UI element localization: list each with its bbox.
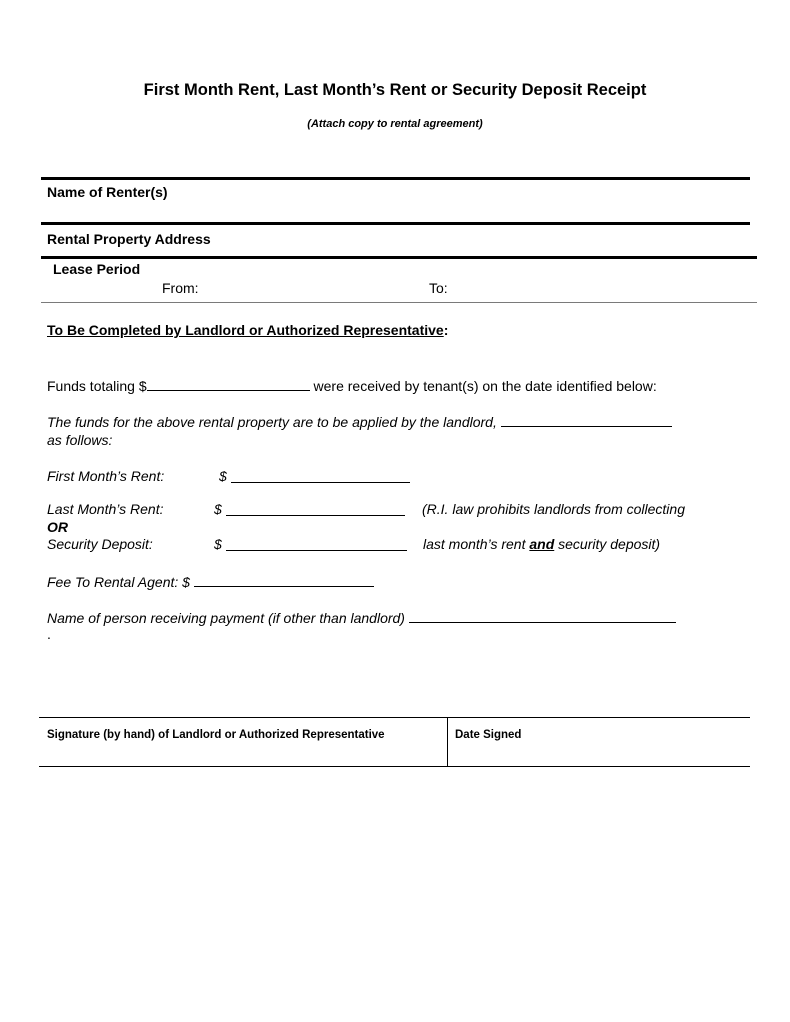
signature-divider	[447, 717, 448, 767]
security-deposit-blank[interactable]	[226, 536, 407, 551]
receiver-label: Name of person receiving payment (if other than landlord)	[47, 610, 405, 626]
fee-line	[47, 572, 374, 590]
section-heading	[47, 322, 448, 338]
divider-lease	[41, 302, 757, 303]
first-month-blank[interactable]	[231, 468, 410, 483]
divider-renter	[41, 222, 750, 225]
last-month-label: Last Month’s Rent:	[47, 501, 164, 517]
funds-amount-blank[interactable]	[147, 376, 310, 391]
first-month-currency: $	[219, 468, 227, 484]
ri-law-note-line-1: (R.I. law prohibits landlords from collecting	[422, 501, 685, 517]
section-heading-text: To Be Completed by Landlord or Authorized Representative	[47, 322, 444, 338]
signature-label: Signature (by hand) of Landlord or Authorized Representative	[47, 729, 385, 741]
applied-line-2: as follows:	[47, 432, 113, 448]
document-title: First Month Rent, Last Month’s Rent or Security Deposit Receipt	[143, 81, 647, 99]
or-label: OR	[47, 519, 68, 535]
section-heading-colon: :	[443, 322, 449, 338]
fee-blank[interactable]	[194, 572, 374, 587]
lease-to-label: To:	[429, 280, 448, 296]
security-deposit-currency: $	[214, 536, 222, 552]
lease-from-label: From:	[162, 280, 199, 296]
stray-dot: .	[47, 626, 51, 642]
note-text-post: security deposit)	[558, 536, 661, 552]
receiver-line	[47, 608, 676, 626]
renter-name-label: Name of Renter(s)	[47, 184, 168, 200]
fee-label: Fee To Rental Agent: $	[47, 574, 190, 590]
date-signed-label: Date Signed	[455, 729, 522, 741]
divider-top	[41, 177, 750, 180]
receiver-blank[interactable]	[409, 608, 676, 623]
funds-prefix: Funds totaling $	[47, 378, 147, 394]
applied-line-1	[47, 412, 672, 430]
lease-period-label: Lease Period	[53, 261, 141, 277]
note-text-pre: last month’s rent	[423, 536, 526, 552]
funds-line	[47, 376, 657, 394]
last-month-blank[interactable]	[226, 501, 405, 516]
note-and: and	[529, 536, 555, 552]
ri-law-note-line-2	[423, 536, 660, 552]
applied-text: The funds for the above rental property are to be applied by the landlord,	[47, 414, 497, 430]
first-month-label: First Month’s Rent:	[47, 468, 165, 484]
security-deposit-label: Security Deposit:	[47, 536, 153, 552]
signature-top-rule	[39, 717, 750, 718]
property-address-label: Rental Property Address	[47, 231, 211, 247]
document-subtitle: (Attach copy to rental agreement)	[307, 118, 483, 130]
signature-bottom-rule	[39, 766, 750, 767]
funds-suffix: were received by tenant(s) on the date identified below:	[313, 378, 657, 394]
last-month-currency: $	[214, 501, 222, 517]
divider-property	[41, 256, 757, 259]
landlord-name-blank[interactable]	[501, 412, 672, 427]
